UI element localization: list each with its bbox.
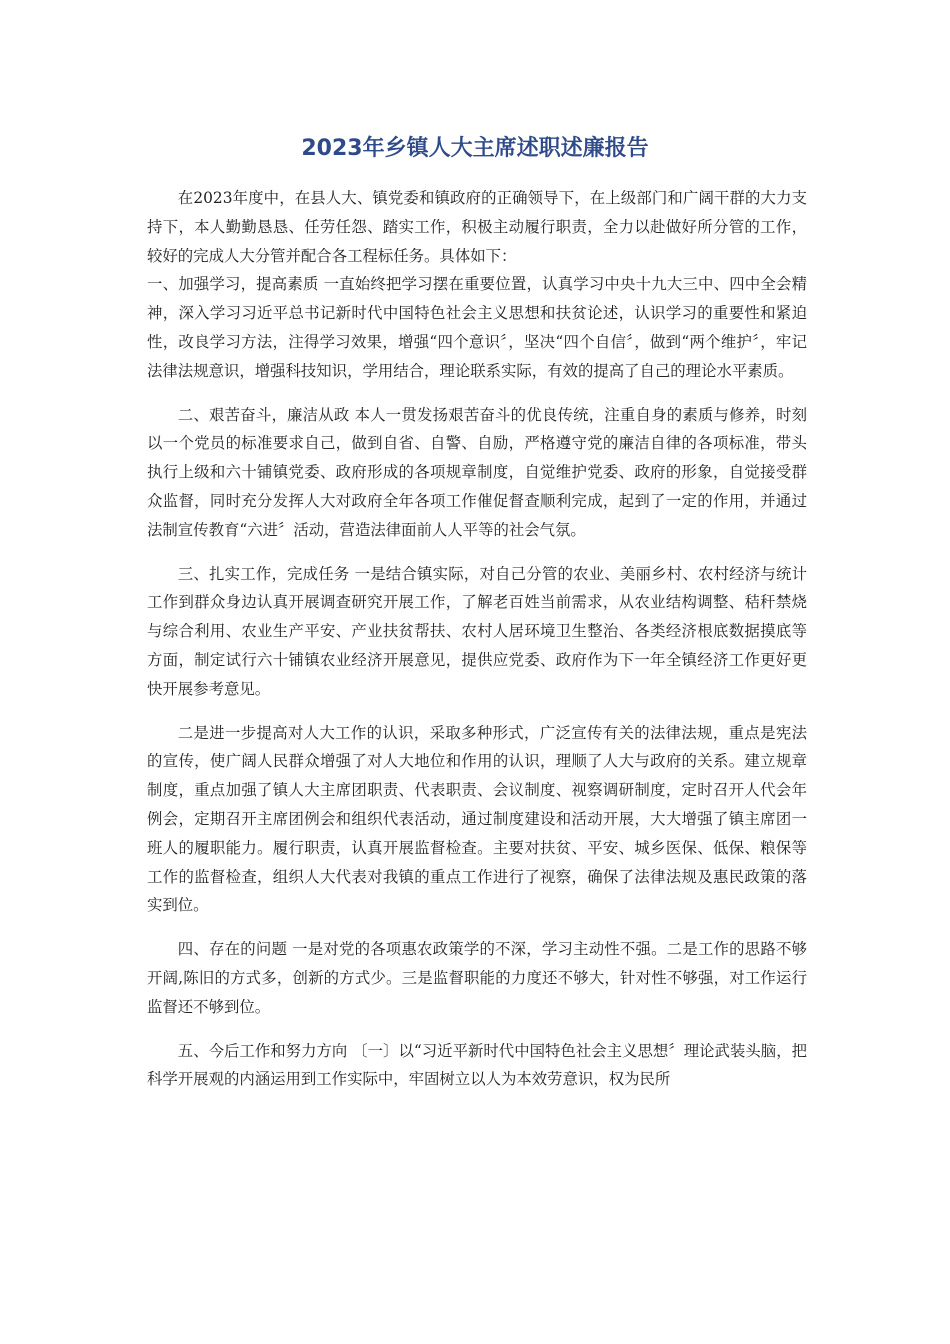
paragraph-section-4: 四、存在的问题 一是对党的各项惠农政策学的不深，学习主动性不强。二是工作的思路不够开阔,陈旧的方式多，创新的方式少。三是监督职能的力度还不够大，针对性不够强，对工作运行监督还不够到位。 bbox=[147, 940, 807, 1016]
paragraph-section-2: 二、艰苦奋斗，廉洁从政 本人一贯发扬艰苦奋斗的优良传统，注重自身的素质与修养，时刻以一个党员的标准要求自己，做到自省、自警、自励，严格遵守党的廉洁自律的各项标准，带头执行上级和六十铺镇党委、政府形成的各项规章制度，自觉维护党委、政府的形象，自觉接受群众监督，同时充分发挥人大对政府全年各项工作催促督查顺利完成，起到了一定的作用，并通过法制宣传教育“六进〞活动，营造法律面前人人平等的社会气氛。 bbox=[147, 405, 807, 539]
paragraph-section-3-part-2: 二是进一步提高对人大工作的认识，采取多种形式，广泛宣传有关的法律法规，重点是宪法的宣传，使广阔人民群众增强了对人大地位和作用的认识，理顺了人大与政府的关系。建立规章制度，重点加强了镇人大主席团职责、代表职责、会议制度、视察调研制度，定时召开人代会年例会，定期召开主席团例会和组织代表活动，通过制度建设和活动开展，大大增强了镇主席团一班人的履职能力。履行职责，认真开展监督检查。主要对扶贫、平安、城乡医保、低保、粮保等工作的监督检查，组织人大代表对我镇的重点工作进行了视察，确保了法律法规及惠民政策的落实到位。 bbox=[147, 723, 807, 915]
document-title: 2023年乡镇人大主席述职述廉报告 bbox=[301, 136, 649, 161]
paragraph-section-3: 三、扎实工作，完成任务 一是结合镇实际，对自己分管的农业、美丽乡村、农村经济与统计工作到群众身边认真开展调查研究开展工作，了解老百姓当前需求，从农业结构调整、秸秆禁烧与综合利用、农业生产平安、产业扶贫帮扶、农村人居环境卫生整治、各类经济根底数据摸底等方面，制定试行六十铺镇农业经济开展意见，提供应党委、政府作为下一年全镇经济工作更好更快开展参考意见。 bbox=[147, 564, 807, 698]
document-body bbox=[147, 184, 807, 1094]
paragraph-section-5: 五、今后工作和努力方向 〔一〕以“习近平新时代中国特色社会主义思想〞理论武装头脑，把科学开展观的内涵运用到工作实际中，牢固树立以人为本效劳意识，权为民所 bbox=[147, 1041, 807, 1089]
paragraph-section-1: 一、加强学习，提高素质 一直始终把学习摆在重要位置，认真学习中央十九大三中、四中全会精神，深入学习习近平总书记新时代中国特色社会主义思想和扶贫论述，认识学习的重要性和紧迫性，改良学习方法，注得学习效果，增强“四个意识〞，坚决“四个自信〞，做到“两个维护〞，牢记法律法规意识，增强科技知识，学用结合，理论联系实际，有效的提高了自己的理论水平素质。 bbox=[147, 275, 807, 380]
paragraph-intro: 在2023年度中，在县人大、镇党委和镇政府的正确领导下，在上级部门和广阔干群的大力支持下，本人勤勤恳恳、任劳任怨、踏实工作，积极主动履行职责，全力以赴做好所分管的工作，较好的完成人大分管并配合各工程标任务。具体如下： bbox=[147, 189, 807, 265]
